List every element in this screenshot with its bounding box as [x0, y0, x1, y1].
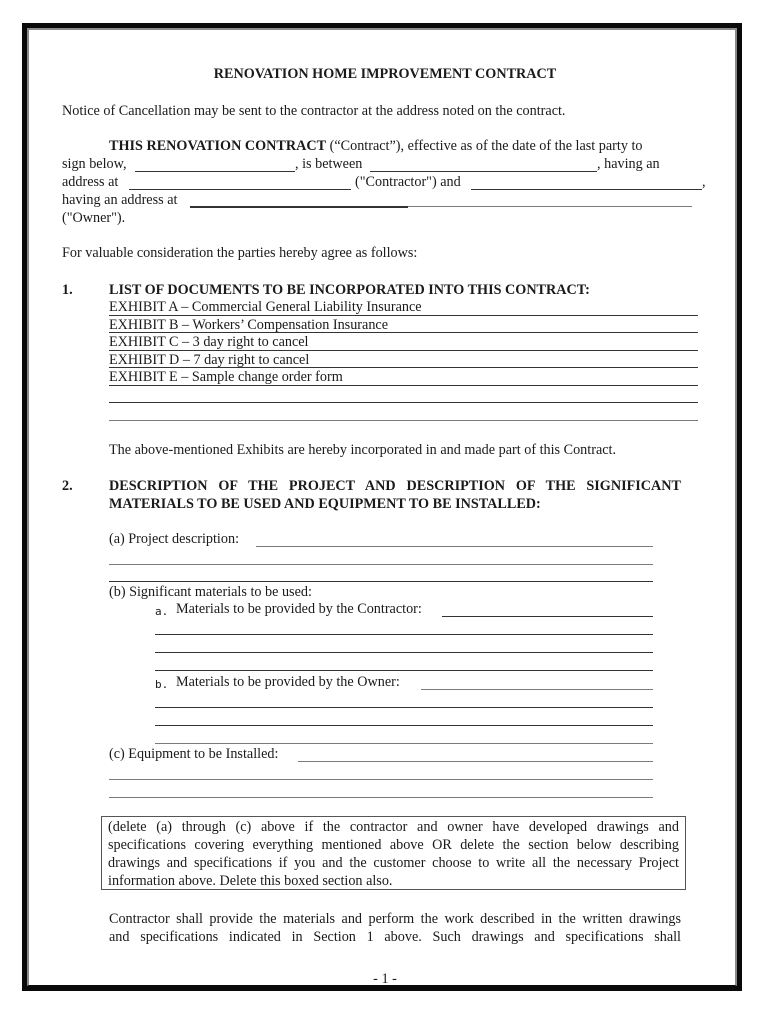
exhibit-e-line	[109, 385, 698, 386]
instruction-box-line-2: specifications covering everything mentioned above OR delete the section below describing	[108, 837, 679, 853]
consideration-statement: For valuable consideration the parties hereby agree as follows:	[62, 245, 418, 261]
intro-owner: ("Owner").	[62, 210, 126, 226]
materials-owner-marker: b.	[155, 678, 169, 691]
exhibit-a-line	[109, 315, 698, 316]
exhibit-b: EXHIBIT B – Workers’ Compensation Insurance	[109, 317, 389, 333]
exhibit-blank-field-1[interactable]	[109, 402, 698, 403]
project-description-field-1[interactable]	[256, 546, 653, 547]
project-description-label: (a) Project description:	[109, 531, 240, 547]
intro-address-at: address at	[62, 174, 119, 190]
intro-bold-lead: THIS RENOVATION CONTRACT	[109, 138, 327, 154]
exhibit-d: EXHIBIT D – 7 day right to cancel	[109, 352, 310, 368]
exhibits-incorporated-statement: The above-mentioned Exhibits are hereby incorporated in and made part of this Contract.	[109, 442, 617, 458]
date-blank-field[interactable]	[135, 171, 295, 172]
significant-materials-label: (b) Significant materials to be used:	[109, 584, 312, 600]
equipment-field-2[interactable]	[109, 779, 653, 780]
materials-contractor-field-3[interactable]	[155, 652, 653, 653]
section-1-number: 1.	[62, 282, 73, 298]
project-description-field-2[interactable]	[109, 564, 653, 565]
intro-comma: ,	[702, 174, 706, 190]
equipment-field-3[interactable]	[109, 797, 653, 798]
materials-contractor-marker: a.	[155, 605, 169, 618]
equipment-field-1[interactable]	[298, 761, 653, 762]
instruction-box-line-3: drawings and specifications if you and the customer choose to write all the necessary Project	[108, 855, 679, 871]
owner-address-blank-field-ext[interactable]	[408, 206, 692, 207]
intro-sign-below: sign below,	[62, 156, 127, 172]
materials-contractor-label: Materials to be provided by the Contractor:	[176, 601, 422, 617]
project-description-field-3[interactable]	[109, 581, 653, 582]
materials-contractor-field-2[interactable]	[155, 634, 653, 635]
exhibit-a: EXHIBIT A – Commercial General Liability Insurance	[109, 299, 422, 315]
closing-paragraph-line-1: Contractor shall provide the materials and perform the work described in the written drawings	[109, 911, 681, 927]
materials-owner-label: Materials to be provided by the Owner:	[176, 674, 400, 690]
intro-line-1	[109, 138, 643, 155]
section-2-heading-line-1: DESCRIPTION OF THE PROJECT AND DESCRIPTION OF THE SIGNIFICANT	[109, 478, 681, 494]
materials-contractor-field-1[interactable]	[442, 616, 653, 617]
instruction-box-line-1: (delete (a) through (c) above if the contractor and owner have developed drawings and	[108, 819, 679, 835]
materials-owner-field-4[interactable]	[155, 743, 653, 744]
exhibit-c-line	[109, 350, 698, 351]
cancellation-notice: Notice of Cancellation may be sent to the contractor at the address noted on the contract.	[62, 103, 566, 119]
exhibit-b-line	[109, 332, 698, 333]
intro-line1-rest: (“Contract”), effective as of the date of the last party to	[326, 138, 643, 154]
closing-paragraph-line-2: and specifications indicated in Section 1 above. Such drawings and specifications shall	[109, 929, 681, 945]
instruction-box-line-4: information above. Delete this boxed section also.	[108, 873, 393, 889]
section-2-number: 2.	[62, 478, 73, 494]
contractor-address-blank-field[interactable]	[129, 189, 351, 190]
intro-having-address: having an address at	[62, 192, 178, 208]
exhibit-c: EXHIBIT C – 3 day right to cancel	[109, 334, 309, 350]
intro-is-between: , is between	[295, 156, 363, 172]
document-title: RENOVATION HOME IMPROVEMENT CONTRACT	[213, 66, 557, 82]
materials-owner-field-1[interactable]	[421, 689, 653, 690]
materials-contractor-field-4[interactable]	[155, 670, 653, 671]
instruction-box	[101, 816, 686, 890]
exhibit-e: EXHIBIT E – Sample change order form	[109, 369, 343, 385]
equipment-label: (c) Equipment to be Installed:	[109, 746, 279, 762]
materials-owner-field-3[interactable]	[155, 725, 653, 726]
materials-owner-field-2[interactable]	[155, 707, 653, 708]
section-1-heading: LIST OF DOCUMENTS TO BE INCORPORATED INTO THIS CONTRACT:	[109, 282, 590, 298]
owner-address-blank-field[interactable]	[190, 206, 408, 208]
section-2-heading-line-2: MATERIALS TO BE USED AND EQUIPMENT TO BE INSTALLED:	[109, 496, 541, 512]
contractor-name-blank-field[interactable]	[370, 171, 597, 172]
exhibit-blank-field-2[interactable]	[109, 420, 698, 421]
intro-contractor-and: ("Contractor") and	[355, 174, 461, 190]
owner-name-blank-field[interactable]	[471, 189, 702, 190]
page-number: - 1 -	[373, 971, 397, 987]
intro-having-an: , having an	[597, 156, 660, 172]
exhibit-d-line	[109, 367, 698, 368]
